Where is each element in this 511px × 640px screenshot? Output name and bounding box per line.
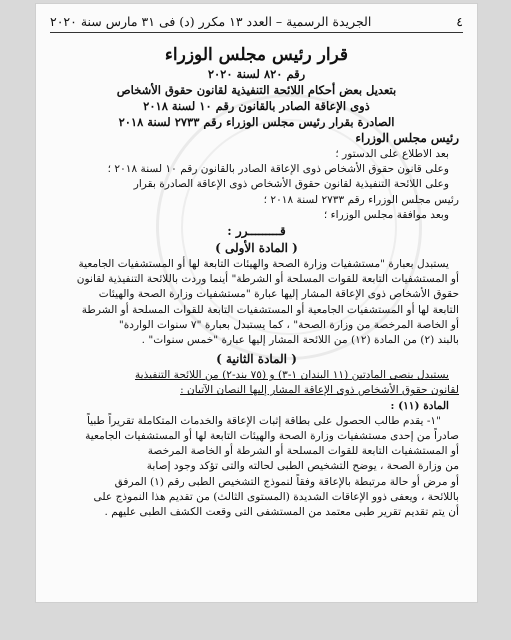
article-1-line: التابعة لها أو المستشفيات الجامعية أو المستشفيات التابعة للقوات المسلحة أو الشرطة — [81, 303, 459, 316]
article-1-line: يستبدل بعبارة "مستشفيات وزارة الصحة والهيئات التابعة لها أو المستشفيات الجامعية — [78, 258, 449, 271]
article-11-line: أن يتم تقديم تقرير طبى معتمد من المستشفى التى وقعت الكشف الطبى عليهم . — [104, 506, 459, 519]
decree-title: قرار رئيس مجلس الوزراء — [164, 45, 349, 65]
gazette-header: الجريدة الرسمية – العدد ١٣ مكرر (د) فى ٣١ مارس سنة ٢٠٢٠ — [50, 14, 372, 29]
article-1-line: أو الخاصة المرخصة من وزارة الصحة" ، كما يستبدل بعبارة "٧ سنوات الواردة" — [118, 318, 459, 331]
article-11-line: من وزارة الصحة ، يوضح التشخيص الطبى لحالته والتى تؤكد وجود إصابة — [146, 460, 459, 473]
page-number: ٤ — [456, 14, 463, 29]
preamble-line: وعلى قانون حقوق الأشخاص ذوى الإعاقة الصادر بالقانون رقم ١٠ لسنة ٢٠١٨ ؛ — [107, 163, 449, 176]
page-header — [50, 14, 463, 33]
decree-subject-3: الصادرة بقرار رئيس مجلس الوزراء رقم ٢٧٣٣ لسنة ٢٠١٨ — [118, 115, 395, 129]
decree-subject-2: ذوى الإعاقة الصادر بالقانون رقم ١٠ لسنة ٢٠١٨ — [143, 99, 370, 113]
article-2-line: لقانون حقوق الأشخاص ذوى الإعاقة المشار إليها النصان الآتيان : — [180, 384, 459, 397]
article-1-heading: ( المادة الأولى ) — [215, 241, 298, 256]
preamble-line: وبعد موافقة مجلس الوزراء ؛ — [323, 208, 449, 221]
article-1-line: أو المستشفيات التابعة للقوات المسلحة أو الشرطة" أينما وردت باللائحة التنفيذية لقانون — [76, 273, 459, 286]
article-11-line: أو مرض أو حالة مرتبطة بالإعاقة وفقاً لنموذج التشخيص الطبى رقم (١) المرفق — [114, 475, 459, 488]
decision-heading: قـــــــــرر : — [227, 224, 286, 239]
preamble-line: رئيس مجلس الوزراء رقم ٢٧٣٣ لسنة ٢٠١٨ ؛ — [263, 193, 459, 206]
article-11-heading: المادة (١١) : — [390, 399, 449, 412]
article-11-line: "١- يقدم طالب الحصول على بطاقة إثبات الإعاقة والخدمات المتكاملة تقريراً طبياً — [86, 414, 441, 427]
decree-number: رقم ٨٢٠ لسنة ٢٠٢٠ — [207, 67, 306, 81]
article-11-line: أو المستشفيات التابعة للقوات المسلحة أو الشرطة أو الخاصة المرخصة — [147, 445, 459, 458]
decree-subject-1: بتعديل بعض أحكام اللائحة التنفيذية لقانون حقوق الأشخاص — [116, 83, 397, 97]
article-2-heading: ( المادة الثانية ) — [216, 352, 297, 367]
document-page — [36, 4, 477, 602]
article-11-line: صادراً من إحدى مستشفيات وزارة الصحة والهيئات التابعة لها أو المستشفيات الجامعية — [85, 430, 459, 443]
preamble-line: بعد الاطلاع على الدستور ؛ — [335, 148, 449, 160]
article-2-line: يستبدل بنصى المادتين (١١ البندان ١-٣) و (٧٥ بند-٢) من اللائحة التنفيذية — [134, 369, 449, 382]
article-1-line: حقوق الأشخاص ذوى الإعاقة المشار إليها عبارة "مستشفيات وزارة الصحة والهيئات — [98, 288, 459, 301]
preamble-line: وعلى اللائحة التنفيذية لقانون حقوق الأشخاص ذوى الإعاقة الصادرة بقرار — [133, 178, 449, 191]
document-body — [54, 44, 459, 520]
article-11-line: باللائحة ، ويعفى ذوو الإعاقات الشديدة (المستوى الثالث) من تقديم هذا النموذج على — [93, 490, 459, 503]
decree-issuer: رئيس مجلس الوزراء — [355, 131, 459, 145]
article-1-line: بالبند (٢) من المادة (١٢) من اللائحة المشار إليها عبارة "خمس سنوات" . — [141, 334, 459, 347]
